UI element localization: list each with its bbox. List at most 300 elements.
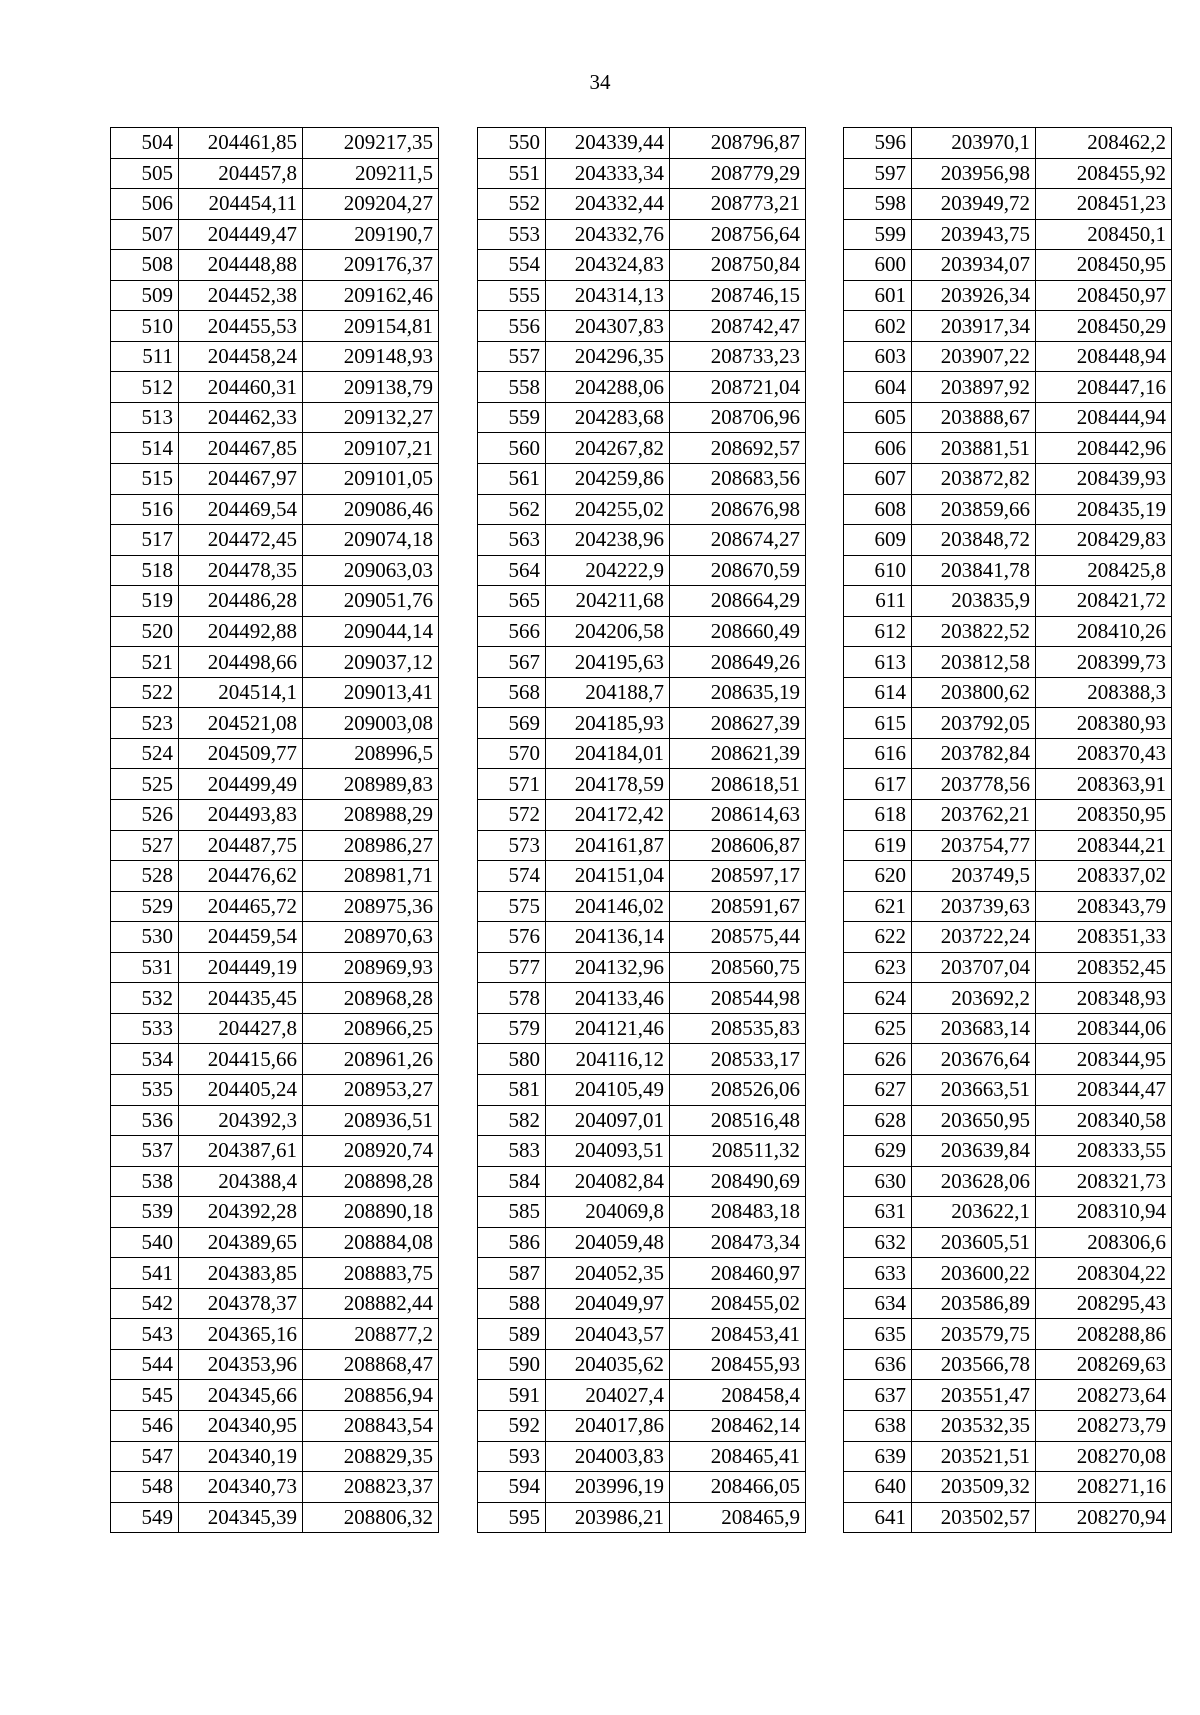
point-number-cell: 573 [478, 830, 546, 861]
x-coordinate-cell: 203639,84 [912, 1136, 1036, 1167]
point-number-cell: 560 [478, 433, 546, 464]
x-coordinate-cell: 204521,08 [179, 708, 303, 739]
point-number-cell: 606 [844, 433, 912, 464]
x-coordinate-cell: 204345,66 [179, 1380, 303, 1411]
y-coordinate-cell: 208442,96 [1036, 433, 1172, 464]
y-coordinate-cell: 208560,75 [670, 952, 806, 983]
x-coordinate-cell: 203692,2 [912, 983, 1036, 1014]
x-coordinate-cell: 204499,49 [179, 769, 303, 800]
y-coordinate-cell: 208310,94 [1036, 1197, 1172, 1228]
y-coordinate-cell: 208450,1 [1036, 219, 1172, 250]
y-coordinate-cell: 208448,94 [1036, 341, 1172, 372]
point-number-cell: 566 [478, 616, 546, 647]
x-coordinate-cell: 203835,9 [912, 586, 1036, 617]
table-row [844, 1349, 1172, 1380]
point-number-cell: 529 [111, 891, 179, 922]
table-row [844, 983, 1172, 1014]
y-coordinate-cell: 209132,27 [303, 402, 439, 433]
point-number-cell: 508 [111, 250, 179, 281]
table-row [844, 250, 1172, 281]
table-row [478, 189, 806, 220]
x-coordinate-cell: 204487,75 [179, 830, 303, 861]
y-coordinate-cell: 208975,36 [303, 891, 439, 922]
table-row [478, 280, 806, 311]
y-coordinate-cell: 208273,79 [1036, 1410, 1172, 1441]
table-row [478, 158, 806, 189]
point-number-cell: 580 [478, 1044, 546, 1075]
y-coordinate-cell: 208435,19 [1036, 494, 1172, 525]
point-number-cell: 528 [111, 861, 179, 892]
y-coordinate-cell: 208526,06 [670, 1074, 806, 1105]
point-number-cell: 555 [478, 280, 546, 311]
point-number-cell: 519 [111, 586, 179, 617]
x-coordinate-cell: 204211,68 [546, 586, 670, 617]
table-row [844, 1441, 1172, 1472]
y-coordinate-cell: 208683,56 [670, 464, 806, 495]
x-coordinate-cell: 203586,89 [912, 1288, 1036, 1319]
x-coordinate-cell: 204267,82 [546, 433, 670, 464]
y-coordinate-cell: 208429,83 [1036, 525, 1172, 556]
point-number-cell: 570 [478, 738, 546, 769]
y-coordinate-cell: 208544,98 [670, 983, 806, 1014]
point-number-cell: 631 [844, 1197, 912, 1228]
y-coordinate-cell: 208425,8 [1036, 555, 1172, 586]
y-coordinate-cell: 208664,29 [670, 586, 806, 617]
table-row [478, 1288, 806, 1319]
y-coordinate-cell: 208388,3 [1036, 677, 1172, 708]
point-number-cell: 531 [111, 952, 179, 983]
y-coordinate-cell: 209148,93 [303, 341, 439, 372]
x-coordinate-cell: 203996,19 [546, 1472, 670, 1503]
x-coordinate-cell: 203754,77 [912, 830, 1036, 861]
point-number-cell: 621 [844, 891, 912, 922]
y-coordinate-cell: 208746,15 [670, 280, 806, 311]
y-coordinate-cell: 208981,71 [303, 861, 439, 892]
table-row [111, 738, 439, 769]
point-number-cell: 585 [478, 1197, 546, 1228]
x-coordinate-cell: 204283,68 [546, 402, 670, 433]
point-number-cell: 526 [111, 800, 179, 831]
point-number-cell: 579 [478, 1013, 546, 1044]
table-row [478, 402, 806, 433]
point-number-cell: 588 [478, 1288, 546, 1319]
table-row [478, 1410, 806, 1441]
table-row [111, 830, 439, 861]
x-coordinate-cell: 204069,8 [546, 1197, 670, 1228]
x-coordinate-cell: 204132,96 [546, 952, 670, 983]
x-coordinate-cell: 204454,11 [179, 189, 303, 220]
y-coordinate-cell: 208450,95 [1036, 250, 1172, 281]
y-coordinate-cell: 209074,18 [303, 525, 439, 556]
point-number-cell: 514 [111, 433, 179, 464]
coordinates-table-3 [843, 127, 1172, 1533]
point-number-cell: 504 [111, 128, 179, 159]
x-coordinate-cell: 203502,57 [912, 1502, 1036, 1533]
x-coordinate-cell: 203778,56 [912, 769, 1036, 800]
table-row [478, 311, 806, 342]
table-row [111, 1074, 439, 1105]
x-coordinate-cell: 204340,95 [179, 1410, 303, 1441]
y-coordinate-cell: 208450,97 [1036, 280, 1172, 311]
y-coordinate-cell: 208890,18 [303, 1197, 439, 1228]
x-coordinate-cell: 204195,63 [546, 647, 670, 678]
y-coordinate-cell: 208350,95 [1036, 800, 1172, 831]
y-coordinate-cell: 208773,21 [670, 189, 806, 220]
y-coordinate-cell: 208936,51 [303, 1105, 439, 1136]
x-coordinate-cell: 204307,83 [546, 311, 670, 342]
x-coordinate-cell: 204392,28 [179, 1197, 303, 1228]
y-coordinate-cell: 209013,41 [303, 677, 439, 708]
x-coordinate-cell: 204255,02 [546, 494, 670, 525]
y-coordinate-cell: 208465,9 [670, 1502, 806, 1533]
x-coordinate-cell: 204133,46 [546, 983, 670, 1014]
x-coordinate-cell: 204340,19 [179, 1441, 303, 1472]
point-number-cell: 628 [844, 1105, 912, 1136]
point-number-cell: 620 [844, 861, 912, 892]
y-coordinate-cell: 208333,55 [1036, 1136, 1172, 1167]
point-number-cell: 548 [111, 1472, 179, 1503]
y-coordinate-cell: 208363,91 [1036, 769, 1172, 800]
table-row [844, 1166, 1172, 1197]
point-number-cell: 609 [844, 525, 912, 556]
table-row [478, 922, 806, 953]
table-row [111, 647, 439, 678]
table-row [111, 464, 439, 495]
point-number-cell: 541 [111, 1258, 179, 1289]
y-coordinate-cell: 208721,04 [670, 372, 806, 403]
point-number-cell: 637 [844, 1380, 912, 1411]
table-row [844, 861, 1172, 892]
point-number-cell: 595 [478, 1502, 546, 1533]
y-coordinate-cell: 208473,34 [670, 1227, 806, 1258]
x-coordinate-cell: 203663,51 [912, 1074, 1036, 1105]
table-row [844, 433, 1172, 464]
point-number-cell: 615 [844, 708, 912, 739]
y-coordinate-cell: 209063,03 [303, 555, 439, 586]
table-row [111, 1227, 439, 1258]
point-number-cell: 534 [111, 1044, 179, 1075]
point-number-cell: 562 [478, 494, 546, 525]
x-coordinate-cell: 204392,3 [179, 1105, 303, 1136]
point-number-cell: 561 [478, 464, 546, 495]
y-coordinate-cell: 209176,37 [303, 250, 439, 281]
table-row [478, 464, 806, 495]
x-coordinate-cell: 203628,06 [912, 1166, 1036, 1197]
table-row [478, 647, 806, 678]
point-number-cell: 591 [478, 1380, 546, 1411]
x-coordinate-cell: 204332,44 [546, 189, 670, 220]
x-coordinate-cell: 204459,54 [179, 922, 303, 953]
point-number-cell: 638 [844, 1410, 912, 1441]
table-row [111, 1502, 439, 1533]
y-coordinate-cell: 208968,28 [303, 983, 439, 1014]
y-coordinate-cell: 208606,87 [670, 830, 806, 861]
y-coordinate-cell: 208614,63 [670, 800, 806, 831]
point-number-cell: 632 [844, 1227, 912, 1258]
table-row [844, 647, 1172, 678]
point-number-cell: 564 [478, 555, 546, 586]
point-number-cell: 592 [478, 1410, 546, 1441]
y-coordinate-cell: 208591,67 [670, 891, 806, 922]
table-row [111, 708, 439, 739]
x-coordinate-cell: 204455,53 [179, 311, 303, 342]
x-coordinate-cell: 203749,5 [912, 861, 1036, 892]
point-number-cell: 523 [111, 708, 179, 739]
table-row [478, 1258, 806, 1289]
y-coordinate-cell: 208304,22 [1036, 1258, 1172, 1289]
table-row [478, 1227, 806, 1258]
x-coordinate-cell: 204509,77 [179, 738, 303, 769]
table-row [844, 800, 1172, 831]
y-coordinate-cell: 208884,08 [303, 1227, 439, 1258]
y-coordinate-cell: 208321,73 [1036, 1166, 1172, 1197]
table-row [844, 1074, 1172, 1105]
y-coordinate-cell: 208969,93 [303, 952, 439, 983]
point-number-cell: 611 [844, 586, 912, 617]
table-row [478, 433, 806, 464]
point-number-cell: 639 [844, 1441, 912, 1472]
table-row [478, 1166, 806, 1197]
point-number-cell: 505 [111, 158, 179, 189]
table-row [478, 738, 806, 769]
x-coordinate-cell: 203888,67 [912, 402, 1036, 433]
point-number-cell: 583 [478, 1136, 546, 1167]
y-coordinate-cell: 208270,94 [1036, 1502, 1172, 1533]
table-row [478, 128, 806, 159]
point-number-cell: 551 [478, 158, 546, 189]
point-number-cell: 507 [111, 219, 179, 250]
y-coordinate-cell: 208779,29 [670, 158, 806, 189]
x-coordinate-cell: 203917,34 [912, 311, 1036, 342]
x-coordinate-cell: 203566,78 [912, 1349, 1036, 1380]
table-row [844, 494, 1172, 525]
x-coordinate-cell: 204449,47 [179, 219, 303, 250]
table-row [844, 555, 1172, 586]
x-coordinate-cell: 203956,98 [912, 158, 1036, 189]
table-row [111, 1441, 439, 1472]
x-coordinate-cell: 204324,83 [546, 250, 670, 281]
table-row [111, 1105, 439, 1136]
y-coordinate-cell: 208269,63 [1036, 1349, 1172, 1380]
table-row [844, 402, 1172, 433]
y-coordinate-cell: 208670,59 [670, 555, 806, 586]
point-number-cell: 517 [111, 525, 179, 556]
y-coordinate-cell: 208989,83 [303, 769, 439, 800]
x-coordinate-cell: 204415,66 [179, 1044, 303, 1075]
x-coordinate-cell: 204472,45 [179, 525, 303, 556]
table-row [111, 433, 439, 464]
point-number-cell: 542 [111, 1288, 179, 1319]
point-number-cell: 540 [111, 1227, 179, 1258]
table-row [478, 677, 806, 708]
point-number-cell: 525 [111, 769, 179, 800]
y-coordinate-cell: 208920,74 [303, 1136, 439, 1167]
x-coordinate-cell: 204059,48 [546, 1227, 670, 1258]
y-coordinate-cell: 208344,47 [1036, 1074, 1172, 1105]
table-row [111, 1410, 439, 1441]
point-number-cell: 589 [478, 1319, 546, 1350]
table-row [844, 891, 1172, 922]
point-number-cell: 625 [844, 1013, 912, 1044]
y-coordinate-cell: 208621,39 [670, 738, 806, 769]
point-number-cell: 569 [478, 708, 546, 739]
point-number-cell: 513 [111, 402, 179, 433]
x-coordinate-cell: 203822,52 [912, 616, 1036, 647]
table-row [844, 1258, 1172, 1289]
point-number-cell: 622 [844, 922, 912, 953]
x-coordinate-cell: 204467,85 [179, 433, 303, 464]
table-row [844, 952, 1172, 983]
y-coordinate-cell: 208439,93 [1036, 464, 1172, 495]
table-row [111, 372, 439, 403]
point-number-cell: 607 [844, 464, 912, 495]
x-coordinate-cell: 203551,47 [912, 1380, 1036, 1411]
table-row [111, 250, 439, 281]
table-row [111, 677, 439, 708]
x-coordinate-cell: 204435,45 [179, 983, 303, 1014]
x-coordinate-cell: 204457,8 [179, 158, 303, 189]
table-row [111, 402, 439, 433]
point-number-cell: 533 [111, 1013, 179, 1044]
point-number-cell: 577 [478, 952, 546, 983]
page-number: 34 [589, 70, 611, 94]
x-coordinate-cell: 203949,72 [912, 189, 1036, 220]
point-number-cell: 586 [478, 1227, 546, 1258]
table-row [478, 1472, 806, 1503]
table-row [844, 616, 1172, 647]
table-row [478, 861, 806, 892]
x-coordinate-cell: 204259,86 [546, 464, 670, 495]
point-number-cell: 616 [844, 738, 912, 769]
x-coordinate-cell: 204462,33 [179, 402, 303, 433]
y-coordinate-cell: 208649,26 [670, 647, 806, 678]
y-coordinate-cell: 208337,02 [1036, 861, 1172, 892]
x-coordinate-cell: 204345,39 [179, 1502, 303, 1533]
y-coordinate-cell: 208877,2 [303, 1319, 439, 1350]
table-row [111, 1380, 439, 1411]
table-row [111, 1013, 439, 1044]
point-number-cell: 601 [844, 280, 912, 311]
table-row [111, 891, 439, 922]
point-number-cell: 584 [478, 1166, 546, 1197]
table-row [844, 311, 1172, 342]
point-number-cell: 527 [111, 830, 179, 861]
y-coordinate-cell: 208535,83 [670, 1013, 806, 1044]
table-row [844, 189, 1172, 220]
y-coordinate-cell: 208970,63 [303, 922, 439, 953]
y-coordinate-cell: 208462,2 [1036, 128, 1172, 159]
x-coordinate-cell: 204514,1 [179, 677, 303, 708]
point-number-cell: 549 [111, 1502, 179, 1533]
table-row [111, 1136, 439, 1167]
table-row [111, 525, 439, 556]
x-coordinate-cell: 203872,82 [912, 464, 1036, 495]
y-coordinate-cell: 208961,26 [303, 1044, 439, 1075]
table-row [844, 128, 1172, 159]
y-coordinate-cell: 208627,39 [670, 708, 806, 739]
point-number-cell: 597 [844, 158, 912, 189]
table-row [111, 1349, 439, 1380]
table-row [844, 525, 1172, 556]
x-coordinate-cell: 203532,35 [912, 1410, 1036, 1441]
table-row [478, 1380, 806, 1411]
point-number-cell: 536 [111, 1105, 179, 1136]
y-coordinate-cell: 208466,05 [670, 1472, 806, 1503]
point-number-cell: 575 [478, 891, 546, 922]
point-number-cell: 604 [844, 372, 912, 403]
table-row [844, 1136, 1172, 1167]
table-row [111, 311, 439, 342]
x-coordinate-cell: 204178,59 [546, 769, 670, 800]
x-coordinate-cell: 204093,51 [546, 1136, 670, 1167]
x-coordinate-cell: 203926,34 [912, 280, 1036, 311]
point-number-cell: 506 [111, 189, 179, 220]
table-row [111, 158, 439, 189]
table-row [478, 341, 806, 372]
y-coordinate-cell: 208343,79 [1036, 891, 1172, 922]
x-coordinate-cell: 204206,58 [546, 616, 670, 647]
y-coordinate-cell: 208966,25 [303, 1013, 439, 1044]
y-coordinate-cell: 208856,94 [303, 1380, 439, 1411]
y-coordinate-cell: 208511,32 [670, 1136, 806, 1167]
point-number-cell: 518 [111, 555, 179, 586]
point-number-cell: 600 [844, 250, 912, 281]
y-coordinate-cell: 208575,44 [670, 922, 806, 953]
x-coordinate-cell: 203934,07 [912, 250, 1036, 281]
y-coordinate-cell: 208483,18 [670, 1197, 806, 1228]
point-number-cell: 612 [844, 616, 912, 647]
y-coordinate-cell: 208288,86 [1036, 1319, 1172, 1350]
y-coordinate-cell: 208444,94 [1036, 402, 1172, 433]
x-coordinate-cell: 203812,58 [912, 647, 1036, 678]
x-coordinate-cell: 203521,51 [912, 1441, 1036, 1472]
point-number-cell: 636 [844, 1349, 912, 1380]
table-row [478, 555, 806, 586]
point-number-cell: 629 [844, 1136, 912, 1167]
y-coordinate-cell: 208829,35 [303, 1441, 439, 1472]
x-coordinate-cell: 203722,24 [912, 922, 1036, 953]
point-number-cell: 630 [844, 1166, 912, 1197]
x-coordinate-cell: 203762,21 [912, 800, 1036, 831]
table-row [844, 464, 1172, 495]
table-row [478, 250, 806, 281]
x-coordinate-cell: 204161,87 [546, 830, 670, 861]
x-coordinate-cell: 203881,51 [912, 433, 1036, 464]
point-number-cell: 545 [111, 1380, 179, 1411]
table-row [478, 616, 806, 647]
table-row [111, 1166, 439, 1197]
table-row [111, 494, 439, 525]
y-coordinate-cell: 208796,87 [670, 128, 806, 159]
x-coordinate-cell: 204288,06 [546, 372, 670, 403]
table-row [844, 922, 1172, 953]
point-number-cell: 571 [478, 769, 546, 800]
y-coordinate-cell: 209204,27 [303, 189, 439, 220]
y-coordinate-cell: 208618,51 [670, 769, 806, 800]
x-coordinate-cell: 204003,83 [546, 1441, 670, 1472]
point-number-cell: 546 [111, 1410, 179, 1441]
point-number-cell: 510 [111, 311, 179, 342]
point-number-cell: 640 [844, 1472, 912, 1503]
y-coordinate-cell: 208750,84 [670, 250, 806, 281]
point-number-cell: 559 [478, 402, 546, 433]
y-coordinate-cell: 208516,48 [670, 1105, 806, 1136]
table-row [111, 1288, 439, 1319]
x-coordinate-cell: 203739,63 [912, 891, 1036, 922]
table-row [111, 555, 439, 586]
x-coordinate-cell: 204448,88 [179, 250, 303, 281]
x-coordinate-cell: 203676,64 [912, 1044, 1036, 1075]
